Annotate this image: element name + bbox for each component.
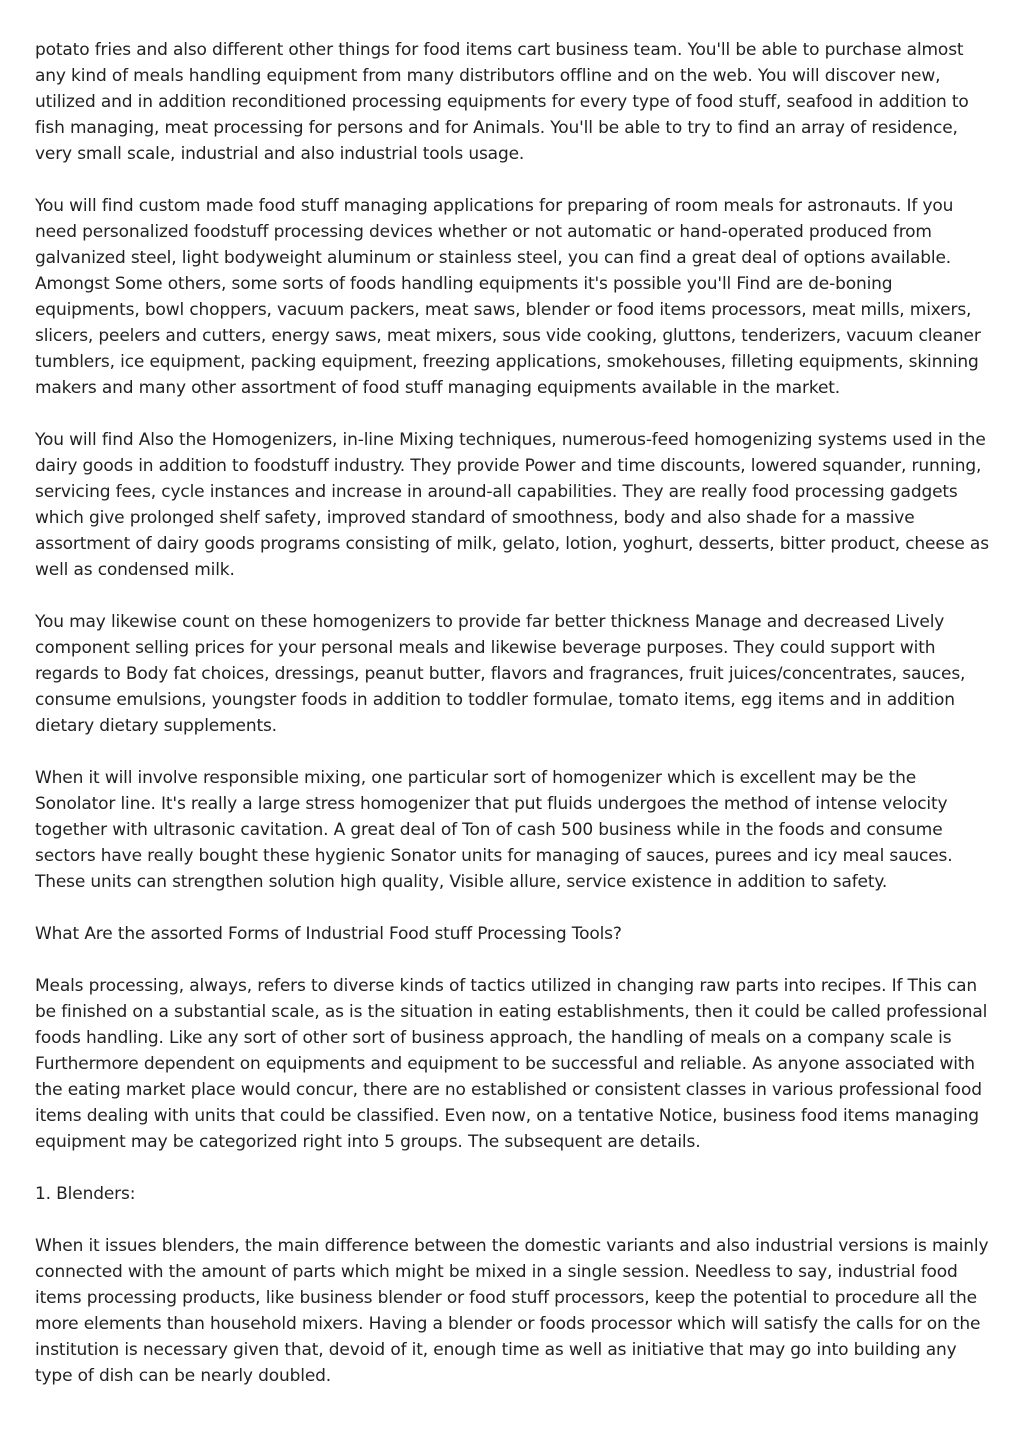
paragraph-homogenizer-benefits: You may likewise count on these homogenizers to provide far better thickness Manage and decreased Lively component selling prices for your personal meals and likewise beverage purposes. They could support with regards to Body fat choices, dressings, peanut butter, flavors and fragrances, fruit juices/concentrates, sauces, consume emulsions, youngster foods in addition to toddler formulae, tomato items, egg items and in addition dietary dietary supplements.: [35, 612, 966, 736]
list-heading-blenders: 1. Blenders:: [35, 1184, 136, 1204]
paragraph-homogenizers: You will find Also the Homogenizers, in-line Mixing techniques, numerous-feed homogenizing systems used in the dairy goods in addition to foodstuff industry. They provide Power and time discounts, lowered squander, running, servicing fees, cycle instances and increase in around-all capabilities. They are really food processing gadgets which give prolonged shelf safety, improved standard of smoothness, body and also shade for a massive assortment of dairy goods programs consisting of milk, gelato, lotion, yoghurt, desserts, bitter product, cheese as well as condensed milk.: [35, 430, 989, 580]
section-heading-forms-of-tools: What Are the assorted Forms of Industrial Food stuff Processing Tools?: [35, 924, 622, 944]
paragraph-custom-food-managing: You will find custom made food stuff managing applications for preparing of room meals for astronauts. If you need personalized foodstuff processing devices whether or not automatic or hand-operated produced from galvanized steel, light bodyweight aluminum or stainless steel, you can find a great deal of options available. Amongst Some others, some sorts of foods handling equipments it's possible you'll Find are de-boning equipments, bowl choppers, vacuum packers, meat saws, blender or food items processors, meat mills, mixers, slicers, peelers and cutters, energy saws, meat mixers, sous vide cooking, gluttons, tenderizers, vacuum cleaner tumblers, ice equipment, packing equipment, freezing applications, smokehouses, filleting equipments, skinning makers and many other assortment of food stuff managing equipments available in the market.: [35, 196, 981, 398]
paragraph-blenders: When it issues blenders, the main difference between the domestic variants and also industrial versions is mainly connected with the amount of parts which might be mixed in a single session. Needless to say, industrial food items processing products, like business blender or food stuff processors, keep the potential to procedure all the more elements than household mixers. Having a blender or foods processor which will satisfy the calls for on the institution is necessary given that, devoid of it, enough time as well as initiative that may go into building any type of dish can be nearly doubled.: [35, 1236, 989, 1386]
paragraph-sonolator: When it will involve responsible mixing, one particular sort of homogenizer which is excellent may be the Sonolator line. It's really a large stress homogenizer that put fluids undergoes the method of intense velocity together with ultrasonic cavitation. A great deal of Ton of cash 500 business while in the foods and consume sectors have really bought these hygienic Sonator units for managing of sauces, purees and icy meal sauces. These units can strengthen solution high quality, Visible allure, service existence in addition to safety.: [35, 768, 953, 892]
paragraph-food-cart-equipment: potato fries and also different other things for food items cart business team. You'll be able to purchase almost any kind of meals handling equipment from many distributors offline and on the web. You will discover new, utilized and in addition reconditioned processing equipments for every type of food stuff, seafood in addition to fish managing, meat processing for persons and for Animals. You'll be able to try to find an array of residence, very small scale, industrial and also industrial tools usage.: [35, 40, 969, 164]
paragraph-meals-processing: Meals processing, always, refers to diverse kinds of tactics utilized in changing raw parts into recipes. If This can be finished on a substantial scale, as is the situation in eating establishments, then it could be called professional foods handling. Like any sort of other sort of business approach, the handling of meals on a company scale is Furthermore dependent on equipments and equipment to be successful and reliable. As anyone associated with the eating market place would concur, there are no established or consistent classes in various professional food items dealing with units that could be classified. Even now, on a tentative Notice, business food items managing equipment may be categorized right into 5 groups. The subsequent are details.: [35, 976, 988, 1152]
document-body: [35, 37, 995, 1415]
